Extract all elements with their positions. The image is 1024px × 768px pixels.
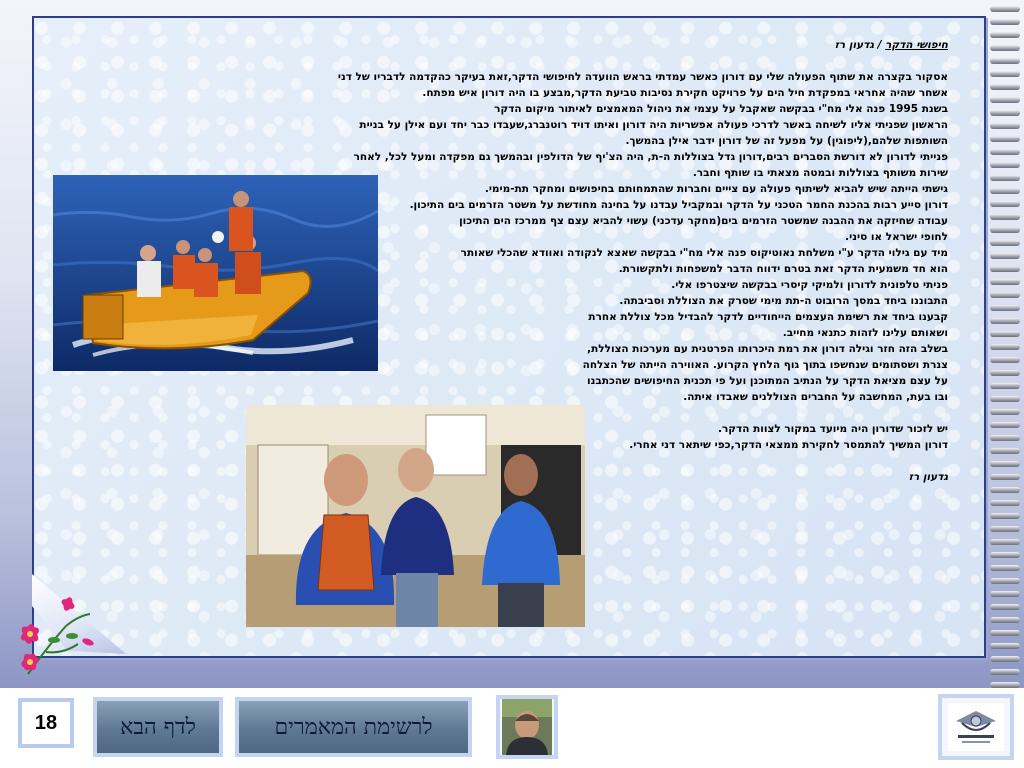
binding-ring <box>990 253 1020 259</box>
binding-ring <box>990 318 1020 324</box>
article-line: דורון סייע רבות בהכנת החמר הטכני על הדקר ובמקביל עבדנו על בחינה מחודשת על משטר הזרמים בים התיכון. <box>409 199 948 211</box>
article-line: אשחר שהיה אחראי במפקדת חיל הים על פרויקט חקירת נסיבות טביעת הדקר,מבצע בו היה דורון איש מפתח. <box>422 87 948 99</box>
crew-photo-image <box>246 405 585 627</box>
binding-ring <box>990 630 1020 636</box>
binding-ring <box>990 58 1020 64</box>
article-line: הראשון שפניתי אליו לשיחה באשר לדרכי פעולה אפשריות היה דורון ואיתו דויד רוטנברג,שעבדו כבר יחד ועם אילן על בניית <box>359 119 948 131</box>
article-line: ושאותם עלינו לזהות כתנאי מחייב. <box>782 327 948 339</box>
binding-ring <box>990 292 1020 298</box>
pink-flower-icon <box>8 596 103 680</box>
binding-ring <box>990 409 1020 415</box>
article-line: פניתי טלפונית לדורון ולמיקי קיסרי בבקשה שיצטרפו אלי. <box>671 279 948 291</box>
article-line: השותפות שלהם,(ליפוגין) על מפעל זה של דורון ידבר אילן בהמשך. <box>625 135 948 147</box>
binding-ring <box>990 422 1020 428</box>
article-line: אסקור בקצרה את שתוף הפעולה שלי עם דורון כאשר עמדתי בראש הוועדה לחיפושי הדקר,זאת בעיקר כהקדמה לדבריו של דני <box>337 71 948 83</box>
binding-ring <box>990 201 1020 207</box>
boat-photo <box>53 175 378 371</box>
binding-ring <box>990 45 1020 51</box>
binding-ring <box>990 526 1020 532</box>
binding-ring <box>990 97 1020 103</box>
article-line: פנייתי לדורון לא דורשת הסברים רבים,דורון גדל בצוללות ה-ת, היה הצ'יף של הדולפין ובהמשך גם מפקדה ומעל לכל, לאחר <box>353 151 948 163</box>
binding-ring <box>990 214 1020 220</box>
article-line: התבוננו ביחד במסך הרובוט ה-תת מימי שסרק את הצוללת וסביבתה. <box>619 295 948 307</box>
binding-ring <box>990 110 1020 116</box>
article-line: בשלב הזה חזר וגילה דורון את רמת היכרותו הפרטנית עם מערכות הצוללת, <box>587 343 948 355</box>
article-line: בשנת 1995 פנה אלי מח"י בבקשה שאקבל על עצמי את ניהול המאמצים לאיתור מיקום הדקר <box>494 103 948 115</box>
binding-ring <box>990 669 1020 675</box>
article-signature: גדעון רז <box>908 471 948 483</box>
article-line: הוא חד משמעית הדקר זאת בטרם ידווח הדבר למשפחות ולתקשורת. <box>618 263 948 275</box>
binding-ring <box>990 188 1020 194</box>
binding-ring <box>990 32 1020 38</box>
binding-ring <box>990 162 1020 168</box>
article-line: מיד עם גילוי הדקר ע"י משלחת נאוטיקוס פנה אלי מח"י בבקשה שאצא לנקודה ואוודא שהכלי שאותר <box>460 247 948 259</box>
articles-list-button[interactable] <box>235 697 472 757</box>
binding-ring <box>990 578 1020 584</box>
binding-ring <box>990 461 1020 467</box>
article-line: שירות משותף בצוללות ובמטה מצאתי בו שותף וחבר. <box>692 167 948 179</box>
binding-ring <box>990 84 1020 90</box>
binding-ring <box>990 565 1020 571</box>
binding-ring <box>990 240 1020 246</box>
binding-ring <box>990 331 1020 337</box>
binding-ring <box>990 435 1020 441</box>
binding-ring <box>990 487 1020 493</box>
article-author: / גדעון רז <box>834 39 886 51</box>
binding-ring <box>990 344 1020 350</box>
binding-ring <box>990 383 1020 389</box>
binding-ring <box>990 604 1020 610</box>
binding-ring <box>990 149 1020 155</box>
article-line: ובו בעת, המחשבה על החברים הצוללנים שאבדו איתה. <box>683 391 948 403</box>
binding-ring <box>990 6 1020 12</box>
article-line: עבודה שחיזקה את ההבנה שמשטר הזרמים בים(מחקר עדכני) עשוי להביא עצם צף ממרכז הים התיכון <box>459 215 948 227</box>
article-line: גישתי הייתה שיש להביא לשיתוף פעולה עם צייים וחברות שהתמחותם בחיפושים ומחקר תת-מימי. <box>484 183 948 195</box>
binding-ring <box>990 227 1020 233</box>
binding-ring <box>990 279 1020 285</box>
article-line: לחופי ישראל או סיני. <box>845 231 948 243</box>
binding-ring <box>990 643 1020 649</box>
article-title <box>320 37 948 53</box>
next-page-button[interactable] <box>93 697 223 757</box>
binding-ring <box>990 71 1020 77</box>
binding-ring <box>990 370 1020 376</box>
article-line: צנרת ושסתומים שנחשפו בתוך גוף הלחץ הקרוע. האווירה הייתה של הצלחה <box>582 359 948 371</box>
binding-ring <box>990 136 1020 142</box>
binding-ring <box>990 500 1020 506</box>
binding-ring <box>990 591 1020 597</box>
article-line: קבענו ביחד את רשימת העצמים הייחודיים לדקר להבדיל מכל צוללת אחרת <box>588 311 948 323</box>
article-body <box>320 69 948 405</box>
next-page-label: לדף הבא <box>120 715 196 740</box>
page-number: 18 <box>18 698 74 748</box>
portrait-photo[interactable] <box>496 695 558 759</box>
closing-line: דורון המשיך להתמסר לחקירת ממצאי הדקר,כפי שיתאר דני אחרי. <box>629 439 948 451</box>
binding-ring <box>990 539 1020 545</box>
binding-ring <box>990 656 1020 662</box>
closing-line: יש לזכור שדורון היה מיועד במקור לצוות הדקר. <box>718 423 948 435</box>
binding-ring <box>990 513 1020 519</box>
binding-ring <box>990 175 1020 181</box>
memorial-emblem-icon[interactable] <box>938 694 1014 760</box>
boat-photo-image <box>53 175 378 371</box>
binding-ring <box>990 617 1020 623</box>
binding-ring <box>990 357 1020 363</box>
articles-list-label: לרשימת המאמרים <box>274 715 433 740</box>
binding-ring <box>990 123 1020 129</box>
binding-ring <box>990 305 1020 311</box>
crew-photo <box>246 405 585 627</box>
binding-ring <box>990 552 1020 558</box>
binding-ring <box>990 19 1020 25</box>
binding-ring <box>990 448 1020 454</box>
article-topic: חיפושי הדקר <box>885 39 948 51</box>
binding-ring <box>990 474 1020 480</box>
portrait-photo-image <box>502 699 552 755</box>
article-line: על עצם מציאת הדקר על הנתיב המתוכנן ועל פי תכנית החיפושים שהכתבנו <box>587 375 948 387</box>
binding-ring <box>990 266 1020 272</box>
binding-ring <box>990 396 1020 402</box>
